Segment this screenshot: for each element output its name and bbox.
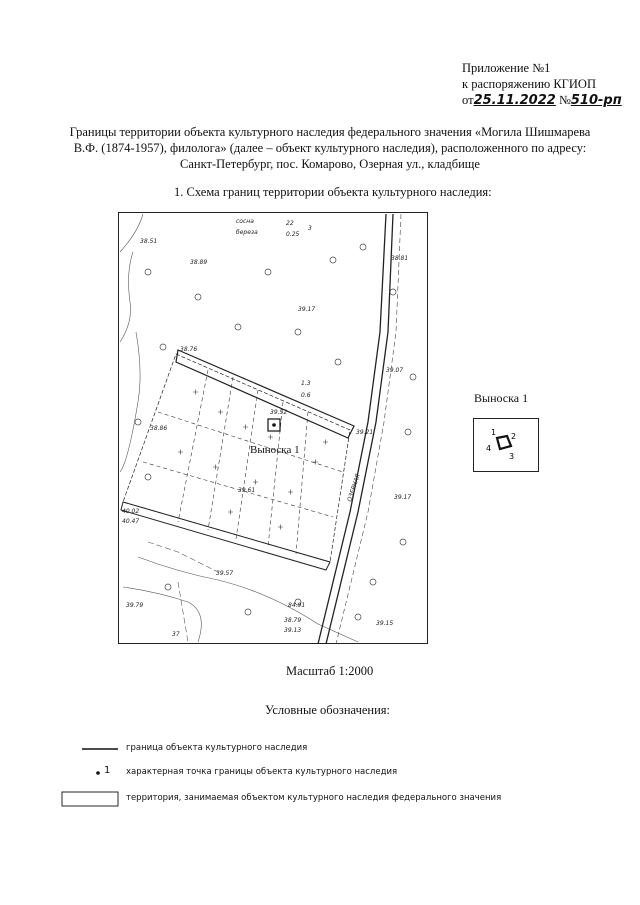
legend-text: характерная точка границы объекта культурного наследия [126,767,398,777]
height-label: 39.13 [284,627,302,634]
height-label: 84.91 [288,602,306,609]
label-tree-num-top: 22 [286,220,294,227]
height-label: 37 [172,631,180,638]
terrain-line [148,542,218,572]
legend-row-boundary [40,740,620,760]
height-label: 1.3 [301,380,311,387]
height-label: 40.47 [122,518,140,525]
boundary-map [118,212,428,644]
height-label: 40.02 [122,508,140,515]
appendix-header [462,60,622,109]
label-sosna: сосна [236,218,254,225]
callout-inset [473,418,539,472]
appendix-line3 [462,92,622,109]
object-point [272,423,276,427]
legend-row-territory [40,790,620,810]
label-bereza: береза [236,229,258,236]
height-label: 39.21 [356,429,374,436]
callout-point-4: 4 [486,444,492,453]
appendix-line1: Приложение №1 [462,61,551,75]
height-label: 39.17 [394,494,412,501]
callout-object-boundary [497,436,511,449]
legend-title: Условные обозначения: [265,703,391,717]
title-line2: В.Ф. (1874-1957), филолога» (далее – объект культурного наследия), расположенного по адресу: [73,141,587,155]
height-label: 0.6 [301,392,311,399]
map-scale: Масштаб 1:2000 [286,664,374,678]
section-heading: 1. Схема границ территории объекта культурного наследия: [174,185,492,199]
legend-text: граница объекта культурного наследия [126,743,308,753]
terrain-line [120,214,143,252]
height-label: 38.51 [140,238,158,245]
height-label: 38.79 [284,617,302,624]
callout-label: Выноска 1 [474,391,529,405]
fence-line [176,350,354,438]
label-tree-num-3: 3 [308,225,312,232]
height-label: 39.79 [126,602,144,609]
callout-point-1: 1 [491,428,497,437]
document-title [40,124,620,172]
road-label: ОЗЕРНАЯ [346,473,362,503]
appendix-number: 510-рп [570,93,622,108]
height-label: 39.07 [386,367,404,374]
height-label: 39.57 [216,570,234,577]
title-line1: Границы территории объекта культурного наследия федерального значения «Могила Шишмарева [69,125,591,139]
height-label: 39.61 [238,487,256,494]
legend-text: территория, занимаемая объектом культурного наследия федерального значения [126,793,502,803]
terrain-line [123,587,201,642]
height-label: 39.15 [376,620,394,627]
appendix-from-prefix: от [462,93,474,107]
height-label: 39.52 [270,409,288,416]
appendix-number-prefix: № [558,93,571,107]
callout-point-2: 2 [511,432,517,441]
fence-line [121,502,330,570]
callout-point-3: 3 [509,452,515,461]
terrain-line [120,252,133,342]
legend-point-label: 1 [104,765,111,776]
cemetery-area [123,354,350,562]
label-tree-num-bottom: 0.25 [286,231,300,238]
height-label: 39.17 [298,306,316,313]
height-label: 38.76 [180,346,198,353]
height-label: 38.81 [391,255,409,262]
height-label: 38.89 [190,259,208,266]
callout-frame [474,419,539,472]
terrain-line [120,332,140,472]
map-callout-label: Выноска 1 [250,444,300,456]
height-label: 38.86 [150,425,168,432]
appendix-date: 25.11.2022 [473,93,556,108]
appendix-line2: к распоряжению КГИОП [462,77,596,91]
legend-row-point [40,764,620,784]
title-line3: Санкт-Петербург, пос. Комарово, Озерная ул., кладбище [180,157,480,171]
